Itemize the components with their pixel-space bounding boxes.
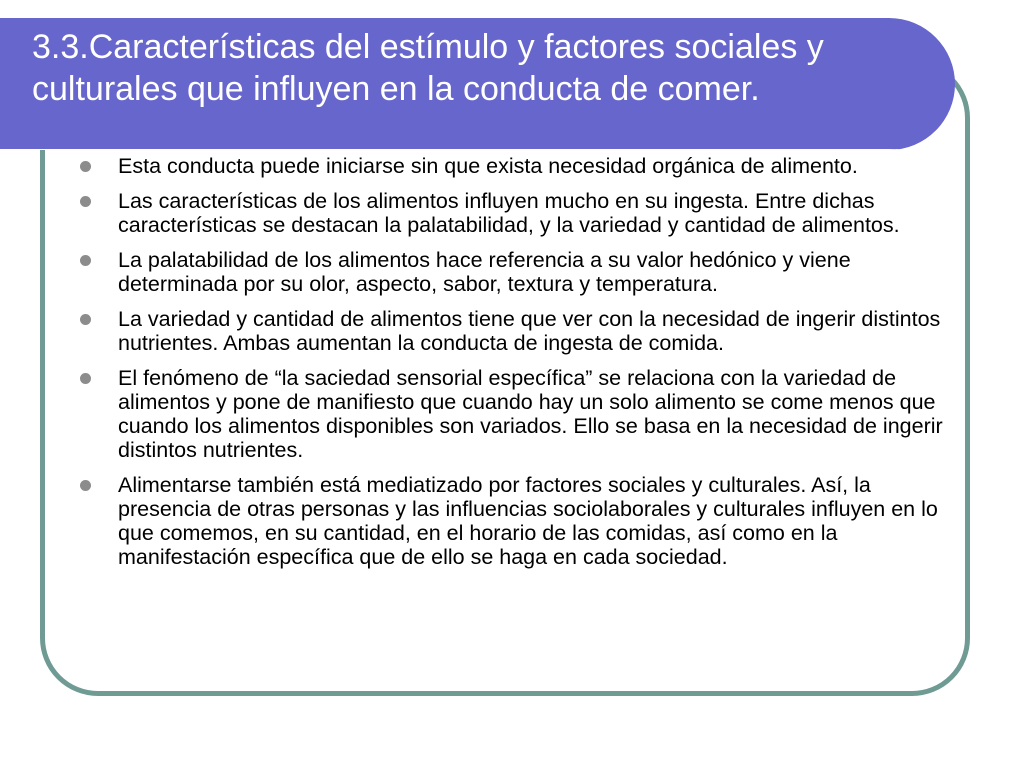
bullet-item <box>78 307 958 355</box>
bullet-item <box>78 189 958 237</box>
bullet-text: Esta conducta puede iniciarse sin que exista necesidad orgánica de alimento. <box>118 154 858 178</box>
bullet-text: La palatabilidad de los alimentos hace referencia a su valor hedónico y viene determinada por su olor, aspecto, sabor, textura y temperatura. <box>118 248 851 296</box>
title-banner <box>0 18 955 150</box>
bullet-dot-icon <box>80 373 91 384</box>
bullet-text: Las características de los alimentos influyen mucho en su ingesta. Entre dichas características se destacan la palatabilidad, y la variedad y cantidad de alimentos. <box>118 189 900 237</box>
title-underline <box>0 149 905 150</box>
bullet-text: El fenómeno de “la saciedad sensorial específica” se relaciona con la variedad de alimentos y pone de manifiesto que cuando hay un solo alimento se come menos que cuando los alimentos disponibles son variados. Ello se basa en la necesidad de ingerir distintos nutrientes. <box>118 366 943 462</box>
bullet-text: La variedad y cantidad de alimentos tiene que ver con la necesidad de ingerir distintos nutrientes. Ambas aumentan la conducta de ingesta de comida. <box>118 307 941 355</box>
bullet-list <box>78 154 958 580</box>
bullet-dot-icon <box>80 196 91 207</box>
bullet-text: Alimentarse también está mediatizado por factores sociales y culturales. Así, la presencia de otras personas y las influencias sociolaborales y culturales influyen en lo que comemos, en su cantidad, en el horario de las comidas, así como en la manifestación específica que de ello se haga en cada sociedad. <box>118 473 938 569</box>
slide-title: 3.3.Características del estímulo y factores sociales y culturales que influyen en la conducta de comer. <box>32 28 824 108</box>
bullet-dot-icon <box>80 161 91 172</box>
bullet-item <box>78 154 958 178</box>
bullet-item <box>78 248 958 296</box>
bullet-item <box>78 366 958 462</box>
bullet-dot-icon <box>80 255 91 266</box>
bullet-item <box>78 473 958 569</box>
bullet-dot-icon <box>80 314 91 325</box>
bullet-dot-icon <box>80 480 91 491</box>
